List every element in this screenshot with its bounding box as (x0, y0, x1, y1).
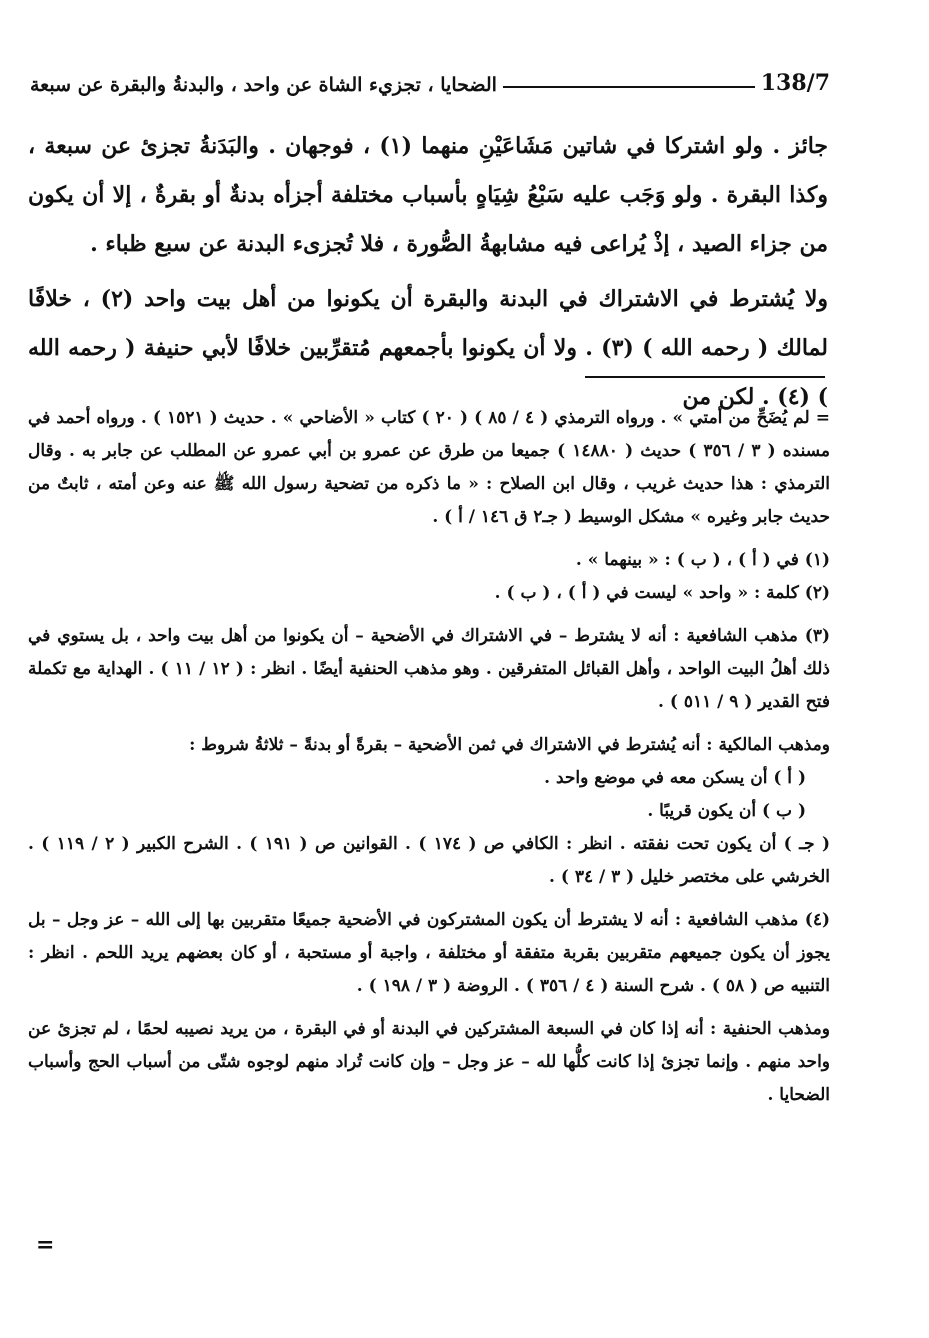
footnote-2: (٢) كلمة : « واحد » ليست في ( أ ) ، ( ب ) . (494, 583, 830, 603)
footnote-3-condition-a: ( أ ) أن يسكن معه في موضع واحد . (544, 768, 806, 788)
footnote-3-condition-c: ( جـ ) أن يكون تحت نفقته . انظر : الكافي ص ( ١٧٤ ) . القوانين ص ( ١٩١ ) . الشرح الكبير ( ٢ / ١١٩ ) . الخرشي على مختصر خليل ( ٣ / ٣٤ ) . (28, 834, 830, 887)
footnote-continuation: = لم يُضَحِّ من أمتي » . ورواه الترمذي ( ٤ / ٨٥ ) ( ٢٠ ) كتاب « الأضاحي » . حديث ( ١٥٢١ ) . ورواه أحمد في مسنده ( ٣ / ٣٥٦ ) حديث ( ١٤٨٨٠ ) جميعا من طرق عن عمرو بن أبي عمرو عن المطلب عن جابر به . وقال الترمذي : هذا حديث غريب ، وقال ابن الصلاح : « ما ذكره من تضحية رسول الله ﷺ عنه وعن أمته ، ثابتٌ من حديث جابر وغيره » مشكل الوسيط ( جـ٢ ق ١٤٦ / أ ) . (28, 408, 831, 527)
footnote-4: (٤) مذهب الشافعية : أنه لا يشترط أن يكون المشتركون في الأضحية جميعًا متقربين بها إلى الله – عز وجل – بل يجوز أن يكون جميعهم متقربين بقربة متفقة أو مختلفة ، واجبة أو مستحبة ، أو كان بعضهم يريد اللحم . انظر : التنبيه ص ( ٥٨ ) . شرح السنة ( ٤ / ٣٥٦ ) . الروضة ( ٣ / ١٩٨ ) . (28, 910, 830, 996)
continuation-mark: = (36, 1232, 55, 1258)
footnotes (28, 402, 830, 1112)
running-title: الضحايا ، تجزيء الشاة عن واحد ، والبدنةُ والبقرة عن سبعة (30, 74, 497, 96)
page-number: 138/7 (760, 70, 830, 96)
running-header (30, 56, 830, 96)
footnote-3-maliki: ومذهب المالكية : أنه يُشترط في الاشتراك في ثمن الأضحية – بقرةً أو بدنةً – ثلاثةُ شروط : (189, 735, 830, 755)
footnote-1: (١) في ( أ ) ، ( ب ) : « بينهما » . (575, 550, 830, 570)
footnote-4-hanafi: ومذهب الحنفية : أنه إذا كان في السبعة المشتركين في البدنة أو في البقرة ، من يريد نصيبه لحمًا ، لم تجزئ عن واحد منهم . وإنما تجزئ إذا كانت كلُّها لله – عز وجل – وإن كانت تُراد منهم لوجوه شتّى من أسباب الحج وأسباب الضحايا . (28, 1019, 830, 1105)
paragraph: جائز . ولو اشتركا في شاتين مَشَاعَيْنِ منهما (١) ، فوجهان . والبَدَنةُ تجزئ عن سبعة ، وكذا البقرة . ولو وَجَب عليه سَبْعُ شِيَاهٍ بأسباب مختلفة أجزأه بدنةٌ أو بقرةٌ ، إلا أن يكون من جزاء الصيد ، إذْ يُراعى فيه مشابهةُ الصُّورة ، فلا تُجزىء البدنة عن سبع ظباء . (28, 133, 828, 257)
footnote-3-condition-b: ( ب ) أن يكون قريبًا . (647, 801, 806, 821)
paragraph: ولا يُشترط في الاشتراك في البدنة والبقرة أن يكونوا من أهل بيت واحد (٢) ، خلافًا لمالك ( رحمه الله ) (٣) . ولا أن يكونوا بأجمعهم مُتقرِّبين خلافًا لأبي حنيفة ( رحمه الله ) (٤) . لكن من (28, 286, 829, 410)
header-rule (503, 86, 755, 88)
footnote-3: (٣) مذهب الشافعية : أنه لا يشترط – في الاشتراك في الأضحية – أن يكونوا من أهل بيت واحد ، بل يستوي في ذلك أهلُ البيت الواحد ، وأهل القبائل المتفرقين . وهو مذهب الحنفية أيضًا . انظر : ( ١٢ / ١١ ) . الهداية مع تكملة فتح القدير ( ٩ / ٥١١ ) . (28, 626, 830, 712)
footnote-separator (585, 376, 825, 378)
